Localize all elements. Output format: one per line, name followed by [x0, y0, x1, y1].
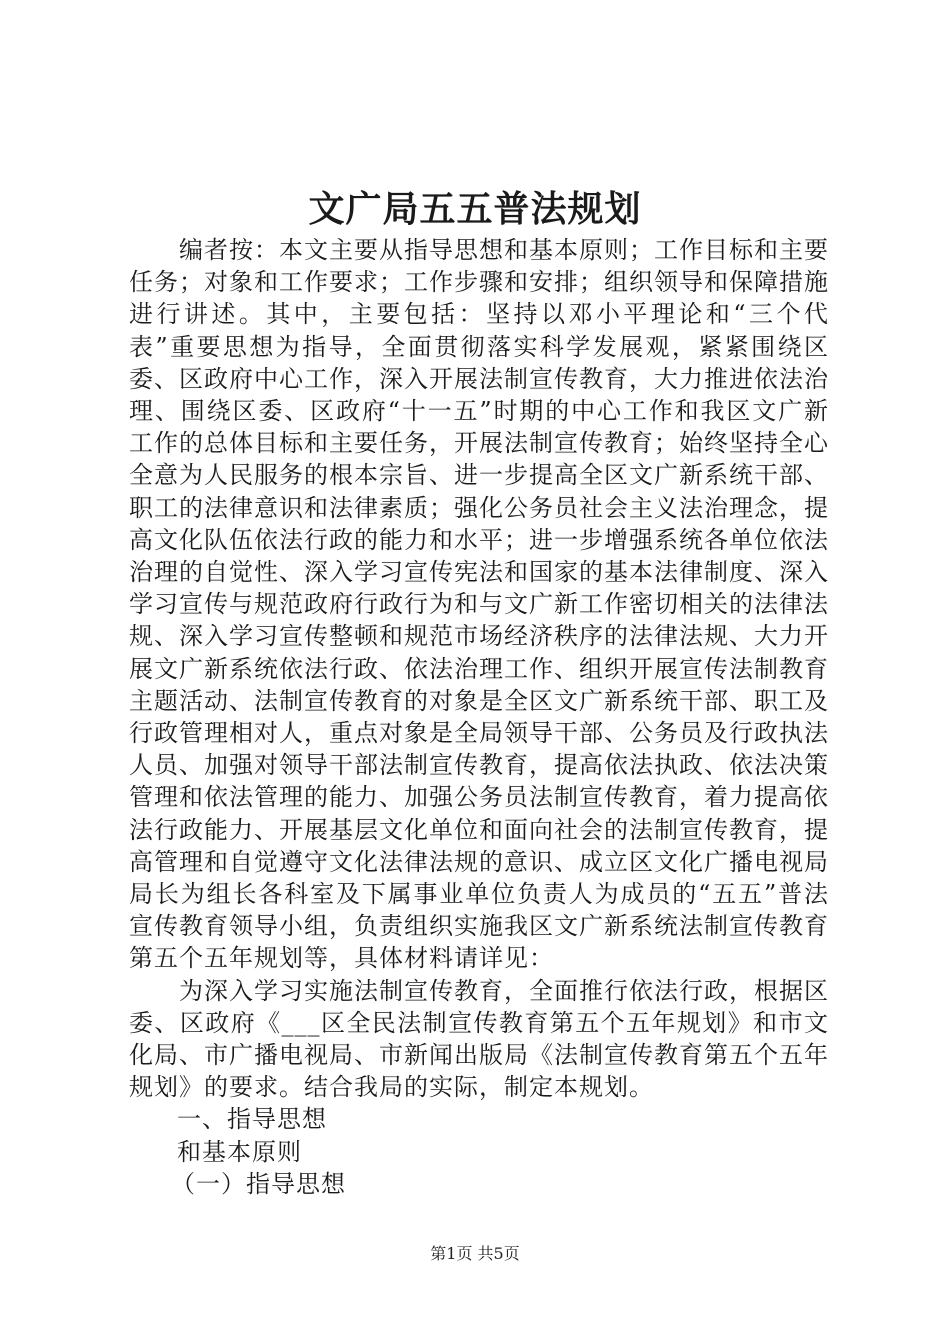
document-title: 文广局五五普法规划 [308, 188, 642, 230]
editor-note-paragraph: 编者按：本文主要从指导思想和基本原则；工作目标和主要任务；对象和工作要求；工作步骤和安排；组织领导和保障措施进行讲述。其中，主要包括：坚持以邓小平理论和“三个代表”重要思想为指导，全面贯彻落实科学发展观，紧紧围绕区委、区政府中心工作，深入开展法制宣传教育，大力推进依法治理、围绕区委、区政府“十一五”时期的中心工作和我区文广新工作的总体目标和主要任务，开展法制宣传教育；始终坚持全心全意为人民服务的根本宗旨、进一步提高全区文广新系统干部、职工的法律意识和法律素质；强化公务员社会主义法治理念，提高文化队伍依法行政的能力和水平；进一步增强系统各单位依法治理的自觉性、深入学习宣传宪法和国家的基本法律制度、深入学习宣传与规范政府行政行为和与文广新工作密切相关的法律法规、深入学习宣传整顿和规范市场经济秩序的法律法规、大力开展文广新系统依法行政、依法治理工作、组织开展宣传法制教育主题活动、法制宣传教育的对象是全区文广新系统干部、职工及行政管理相对人，重点对象是全局领导干部、公务员及行政执法人员、加强对领导干部法制宣传教育，提高依法执政、依法决策管理和依法管理的能力、加强公务员法制宣传教育，着力提高依法行政能力、开展基层文化单位和面向社会的法制宣传教育，提高管理和自觉遵守文化法律法规的意识、成立区文化广播电视局局长为组长各科室及下属事业单位负责人为成员的“五五”普法宣传教育领导小组，负责组织实施我区文广新系统法制宣传教育第五个五年规划等，具体材料请详见： [129, 236, 829, 973]
section-heading-guiding-ideology: 一、指导思想 [177, 1105, 327, 1134]
page-number-footer: 第1页 共5页 [430, 1244, 520, 1263]
subsection-heading-guiding-ideology: （一）指导思想 [171, 1169, 346, 1198]
intro-paragraph: 为深入学习实施法制宣传教育，全面推行依法行政，根据区委、区政府《___区全民法制宣传教育第五个五年规划》和市文化局、市广播电视局、市新闻出版局《法制宣传教育第五个五年规划》的要求。结合我局的实际，制定本规划。 [129, 976, 829, 1102]
document-body [129, 234, 829, 1200]
section-heading-basic-principles: 和基本原则 [177, 1137, 302, 1166]
